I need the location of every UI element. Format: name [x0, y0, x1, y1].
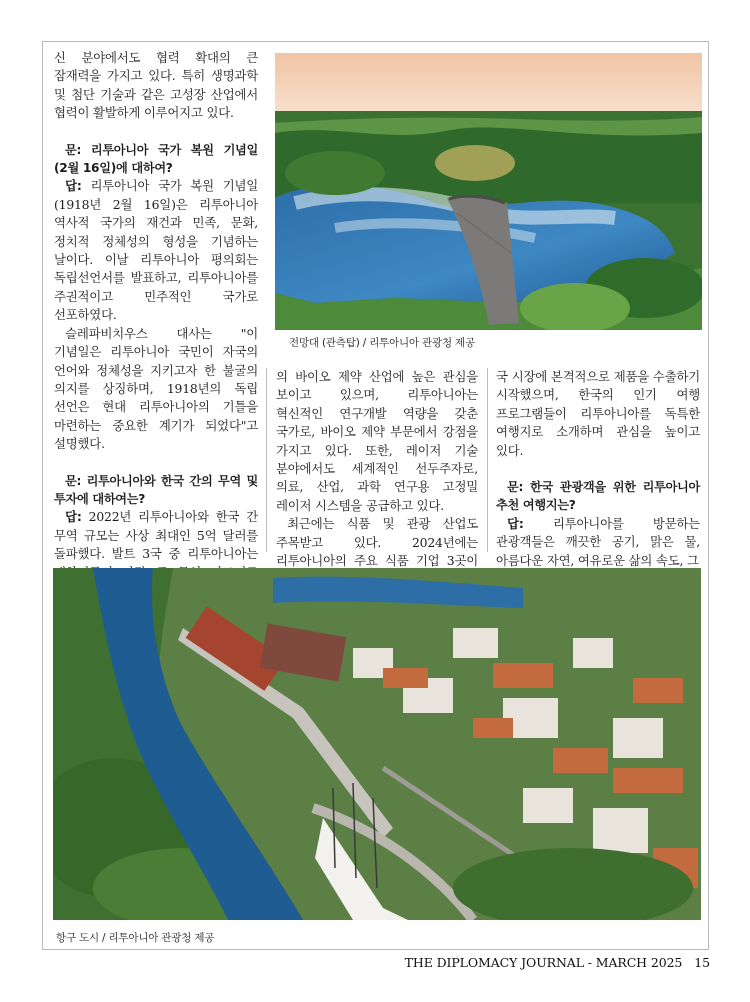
answer-label: 답: — [65, 509, 82, 525]
answer-text: 리투아니아 국가 복원 기념일(1918년 2월 16일)은 리투아니아 역사적 국가의 재건과 민족, 문화, 정치적 정체성의 형성을 기념하는 날이다. 이날 리투아니아 평의회는 독립선언서를 발표하고, 리투아니아를 주권적이고 민주적인 국가로 선포하였다. — [54, 178, 258, 323]
article-column-2 — [276, 368, 478, 589]
question-trade-investment: 문: 리투아니아와 한국 간의 무역 및 투자에 대하여는? — [54, 473, 258, 506]
observation-tower-illustration — [275, 53, 702, 330]
answer-label: 답: — [507, 515, 524, 531]
answer-national-restoration-day — [54, 177, 258, 324]
food-tourism-paragraph: 최근에는 식품 및 관광 산업도 주목받고 있다. 2024년에는 리투아니아의 주요 식품 기업 3곳이 — [276, 516, 478, 569]
column-divider — [487, 368, 488, 552]
question-recommended-destinations: 문: 한국 관광객을 위한 리투아니아 추천 여행지는? — [496, 480, 700, 513]
observation-tower-caption: 전망대 (관측탑) / 리투아니아 관광청 제공 — [289, 337, 475, 349]
intro-paragraph: 신 분야에서도 협력 확대의 큰 잠재력을 가지고 있다. 특히 생명과학 및 첨단 기술과 같은 고성장 산업에서 협력이 활발하게 이루어지고 있다. — [54, 50, 258, 121]
answer-recommended-destinations — [496, 515, 700, 570]
article-column-1 — [54, 49, 258, 619]
answer-label: 답: — [65, 178, 82, 194]
article-column-3 — [496, 368, 700, 570]
page-footer — [405, 955, 710, 970]
page-number: 15 — [694, 955, 710, 970]
journal-title: THE DIPLOMACY JOURNAL - MARCH 2025 — [404, 955, 683, 970]
port-city-photo — [53, 568, 701, 920]
answer-text: 2022년 리투아니아와 한국 간 무역 규모는 사상 최대인 5억 달러를 돌파했다. 발트 3국 중 리투아니아는 — [54, 509, 258, 562]
export-paragraph: 국 시장에 본격적으로 제품을 수출하기 시작했으며, 한국의 인기 여행 프로그램들이 리투아니아를 독특한 여행지로 소개하며 관심을 높이고 있다. — [496, 369, 700, 458]
answer-text: 리투아니아를 방문하는 관광객들은 깨끗한 공기, 맑은 물, 아름다운 자연, 여유로운 삶의 속도, 그 — [496, 515, 700, 568]
column-divider — [266, 368, 267, 552]
ambassador-quote-paragraph: 슬레파비치우스 대사는 "이 기념일은 리투아니아 국민이 자국의 언어와 정체성을 지키고자 한 불굴의 의지를 상징하며, 1918년의 독립 선언은 현대 리투아니아의 기틀을 마련하는 중요한 계기가 되었다"고 설명했다. — [54, 325, 258, 452]
biopharma-paragraph: 의 바이오 제약 산업에 높은 관심을 보이고 있으며, 리투아니아는 혁신적인 연구개발 역량을 갖춘 국가로, 바이오 제약 부문에서 강점을 가지고 있다. 또한, 레이저 기술 분야에서도 세계적인 선두주자로, 의료, 산업, 과학 연구용 고정밀 레이저 시스템을 공급하고 있다. — [276, 369, 478, 513]
port-city-illustration — [53, 568, 701, 920]
port-city-caption: 항구 도시 / 리투아니아 관광청 제공 — [56, 932, 215, 944]
observation-tower-photo — [275, 53, 702, 330]
question-national-restoration-day: 문: 리투아니아 국가 복원 기념일(2월 16일)에 대하여? — [54, 142, 258, 176]
